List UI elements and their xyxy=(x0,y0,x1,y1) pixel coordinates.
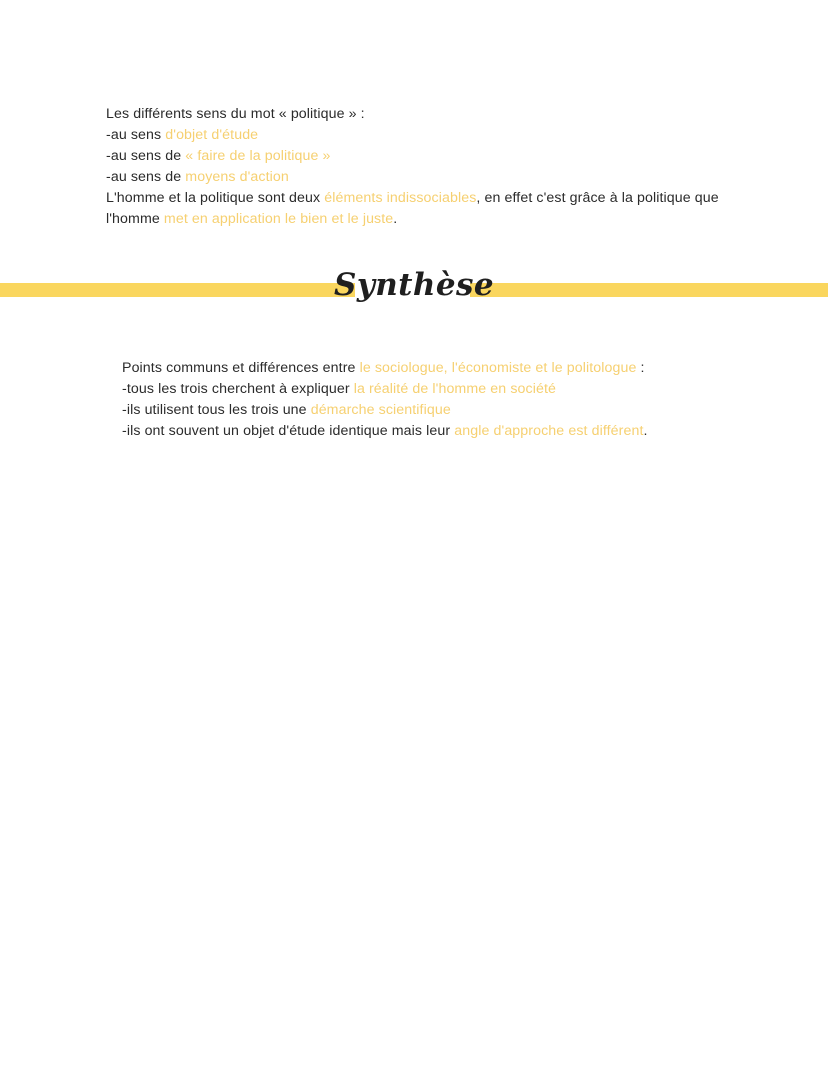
top-note-line-5 xyxy=(106,188,724,230)
top-note-line-2 xyxy=(106,125,724,146)
top-note-block xyxy=(106,104,724,230)
top-note-line-4-plain: -au sens de xyxy=(106,169,186,185)
top-note-line-5-plain-b: , en effet c'est grâce à la politique que l'homme xyxy=(106,190,719,227)
top-note-line-4-highlight: moyens d'action xyxy=(185,169,289,185)
bottom-note-line-4-plain-b: . xyxy=(643,423,648,439)
synthese-heading: Synthèse xyxy=(334,267,494,303)
bottom-note-line-1-plain-a: Points communs et différences entre xyxy=(122,360,360,376)
bottom-note-line-2-plain: -tous les trois cherchent à expliquer xyxy=(122,381,354,397)
top-note-line-5-plain-a: L'homme et la politique sont deux xyxy=(106,190,325,206)
bottom-note-line-1-plain-b: : xyxy=(636,360,645,376)
top-note-line-5-highlight-b: met en application le bien et le juste xyxy=(163,211,394,227)
top-note-line-3-highlight: « faire de la politique » xyxy=(185,148,331,164)
bottom-note-line-4-plain-a: -ils ont souvent un objet d'étude identique mais leur xyxy=(122,423,455,439)
top-note-line-3 xyxy=(106,146,724,167)
synthese-divider-section xyxy=(0,265,828,313)
top-note-line-5-plain-c: . xyxy=(393,211,398,227)
bottom-note-line-2 xyxy=(122,379,682,400)
bottom-note-line-1 xyxy=(122,358,682,379)
bottom-note-line-1-highlight: le sociologue, l'économiste et le politologue xyxy=(359,360,637,376)
top-note-line-5-highlight-a: éléments indissociables xyxy=(324,190,477,206)
top-note-line-4 xyxy=(106,167,724,188)
bottom-note-line-3 xyxy=(122,400,682,421)
top-note-line-2-plain: -au sens xyxy=(106,127,166,143)
top-note-line-1 xyxy=(106,104,724,125)
bottom-note-line-4-highlight: angle d'approche est différent xyxy=(454,423,644,439)
bottom-note-line-2-highlight: la réalité de l'homme en société xyxy=(353,381,556,397)
bottom-note-line-4 xyxy=(122,421,682,442)
bottom-note-block xyxy=(122,358,682,442)
top-note-line-3-plain: -au sens de xyxy=(106,148,186,164)
top-note-line-2-highlight: d'objet d'étude xyxy=(165,127,259,143)
bottom-note-line-3-plain: -ils utilisent tous les trois une xyxy=(122,402,311,418)
top-note-line-1-text: Les différents sens du mot « politique » : xyxy=(106,106,365,122)
bottom-note-line-3-highlight: démarche scientifique xyxy=(310,402,451,418)
